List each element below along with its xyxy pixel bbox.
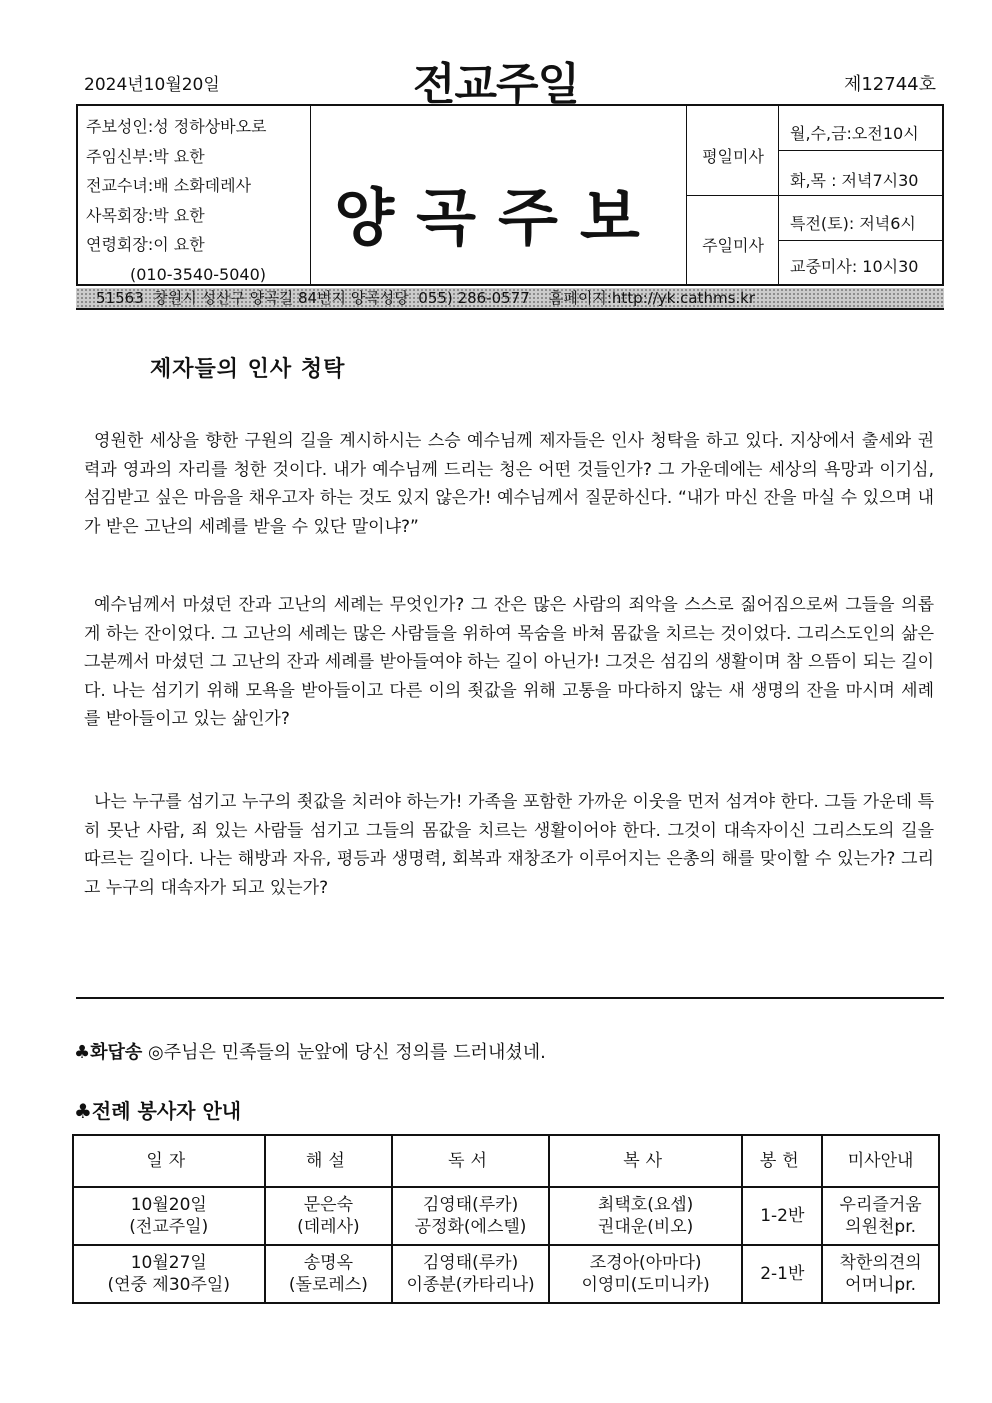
- cell-line: 이영미(도미니카): [581, 1275, 710, 1295]
- cell-line: (데레사): [297, 1217, 360, 1237]
- article-paragraph: 예수님께서 마셨던 잔과 고난의 세례는 무엇인가? 그 잔은 많은 사람의 죄악을 스스로 짊어짐으로써 그들을 의롭게 하는 잔이었다. 그 고난의 세례는 많은 사람들을 위하여 목숨을 바쳐 몸값을 치르는 것이었다. 그리스도인의 삶은 그분께서 마셨던 그 고난의 잔과 세례를 받아들여야 하는 길이 아닌가! 그것은 섬김의 생활이며 참 으뜸이 되는 길이다. 나는 섬기기 위해 모욕을 받아들이고 다른 이의 죗값을 위해 고통을 마다하지 않는 새 생명의 잔을 마시며 세례를 받아들이고 있는 삶인가?: [84, 595, 934, 729]
- service-schedule-table: [72, 1134, 940, 1304]
- divider: [310, 106, 311, 284]
- cell-date: [73, 1187, 265, 1245]
- mass-time: 월,수,금:오전10시: [790, 124, 919, 143]
- cell-line: 김영태(루카): [422, 1253, 519, 1273]
- table-row: [73, 1245, 939, 1303]
- cell-line: 김영태(루카): [422, 1195, 519, 1215]
- cell-line: (돌로레스): [288, 1275, 368, 1295]
- cell-line: 권대운(비오): [597, 1217, 694, 1237]
- article-paragraph: 영원한 세상을 향한 구원의 길을 계시하시는 스승 예수님께 제자들은 인사 청탁을 하고 있다. 지상에서 출세와 권력과 영과의 자리를 청한 것이다. 내가 예수님께 드리는 청은 어떤 것들인가? 그 가운데에는 세상의 욕망과 이기심, 섬김받고 싶은 마음을 채우고자 하는 것도 있지 않은가! 예수님께서 질문하신다. “내가 마신 잔을 마실 수 있으며 내가 받은 고난의 세례를 받을 수 있단 말이냐?”: [84, 431, 934, 537]
- cell-line: 송명옥: [303, 1253, 354, 1273]
- cell-line: 문은숙: [303, 1195, 354, 1215]
- cell-server: [549, 1245, 743, 1303]
- staff-line: 연령회장:이 요한: [86, 235, 205, 254]
- header-commentary: 해설: [265, 1135, 393, 1187]
- cell-server: [549, 1187, 743, 1245]
- cell-offering: 2-1반: [742, 1245, 822, 1303]
- mass-time: 교중미사: 10시30: [790, 257, 919, 276]
- cell-line: (연중 제30주일): [107, 1275, 230, 1295]
- address-bar: [76, 288, 944, 310]
- divider: [778, 240, 944, 241]
- article-heading: 제자들의 인사 청탁: [150, 357, 346, 382]
- weekday-mass-label: 평일미사: [702, 147, 764, 166]
- cell-mass-info: [822, 1187, 939, 1245]
- cell-line: (전교주일): [129, 1217, 209, 1237]
- cell-line: 조경아(아마다): [589, 1253, 702, 1273]
- cell-line: 이종분(카타리나): [406, 1275, 535, 1295]
- mass-time: 화,목 : 저녁7시30: [790, 171, 919, 190]
- cell-line: 최택호(요셉): [597, 1195, 694, 1215]
- staff-line: 주보성인:성 정하상바오로: [86, 117, 267, 136]
- cell-line: 의원천pr.: [845, 1217, 917, 1237]
- psalm-text: ◎주님은 민족들의 눈앞에 당신 정의를 드러내셨네.: [142, 1042, 546, 1063]
- header-date: 일자: [73, 1135, 265, 1187]
- cell-commentary: [265, 1187, 393, 1245]
- header-reading: 독서: [392, 1135, 549, 1187]
- cell-line: 착한의견의: [839, 1253, 922, 1273]
- cell-date: [73, 1245, 265, 1303]
- staff-list: [86, 112, 267, 289]
- header-server: 복사: [549, 1135, 743, 1187]
- table-header-row: [73, 1135, 939, 1187]
- divider: [778, 150, 944, 151]
- divider: [686, 195, 944, 196]
- cell-reading: [392, 1245, 549, 1303]
- table-row: [73, 1187, 939, 1245]
- cell-line: 어머니pr.: [845, 1275, 917, 1295]
- address-text: 51563 창원시 성산구 양곡길 84번지 양곡성당 055) 286-0577 홈페이지:http://yk.cathms.kr: [96, 289, 756, 307]
- cell-line: 10월20일: [130, 1195, 207, 1215]
- staff-line: 사목회장:박 요한: [86, 205, 205, 225]
- staff-line: 주임신부:박 요한: [86, 146, 205, 166]
- bulletin-date: 2024년10월20일: [84, 75, 220, 95]
- cell-mass-info: [822, 1245, 939, 1303]
- cell-line: 공정화(에스텔): [414, 1217, 527, 1237]
- staff-line: 전교수녀:배 소화데레사: [86, 176, 252, 195]
- issue-number: 제12744호: [843, 74, 936, 95]
- staff-phone: (010-3540-5040): [130, 264, 267, 284]
- psalm-label: ♣화답송: [74, 1042, 143, 1063]
- parish-name: 양곡주보: [334, 181, 662, 254]
- mass-time: 특전(토): 저녁6시: [790, 214, 916, 233]
- cell-line: 우리즐거움: [839, 1195, 922, 1215]
- article-paragraph: 나는 누구를 섬기고 누구의 죗값을 치러야 하는가! 가족을 포함한 가까운 이웃을 먼저 섬겨야 한다. 그들 가운데 특히 못난 사람, 죄 있는 사람들 섬기고 그들의 몸값을 치르는 생활이어야 한다. 그것이 대속자이신 그리스도의 길을 따르는 길이다. 나는 해방과 자유, 평등과 생명력, 회복과 재창조가 이루어지는 은총의 해를 맞이할 수 있는가? 그리고 누구의 대속자가 되고 있는가?: [84, 792, 934, 898]
- section-divider: [76, 997, 944, 999]
- masthead-box: [76, 104, 944, 286]
- cell-offering: 1-2반: [742, 1187, 822, 1245]
- sunday-mass-label: 주일미사: [702, 236, 764, 255]
- page-title: 전교주일: [412, 59, 579, 110]
- header-mass-info: 미사안내: [822, 1135, 939, 1187]
- cell-reading: [392, 1187, 549, 1245]
- header-offering: 봉헌: [742, 1135, 822, 1187]
- service-schedule-title: ♣전례 봉사자 안내: [74, 1099, 242, 1123]
- cell-commentary: [265, 1245, 393, 1303]
- cell-line: 10월27일: [130, 1253, 207, 1273]
- responsorial-psalm: [74, 1038, 546, 1064]
